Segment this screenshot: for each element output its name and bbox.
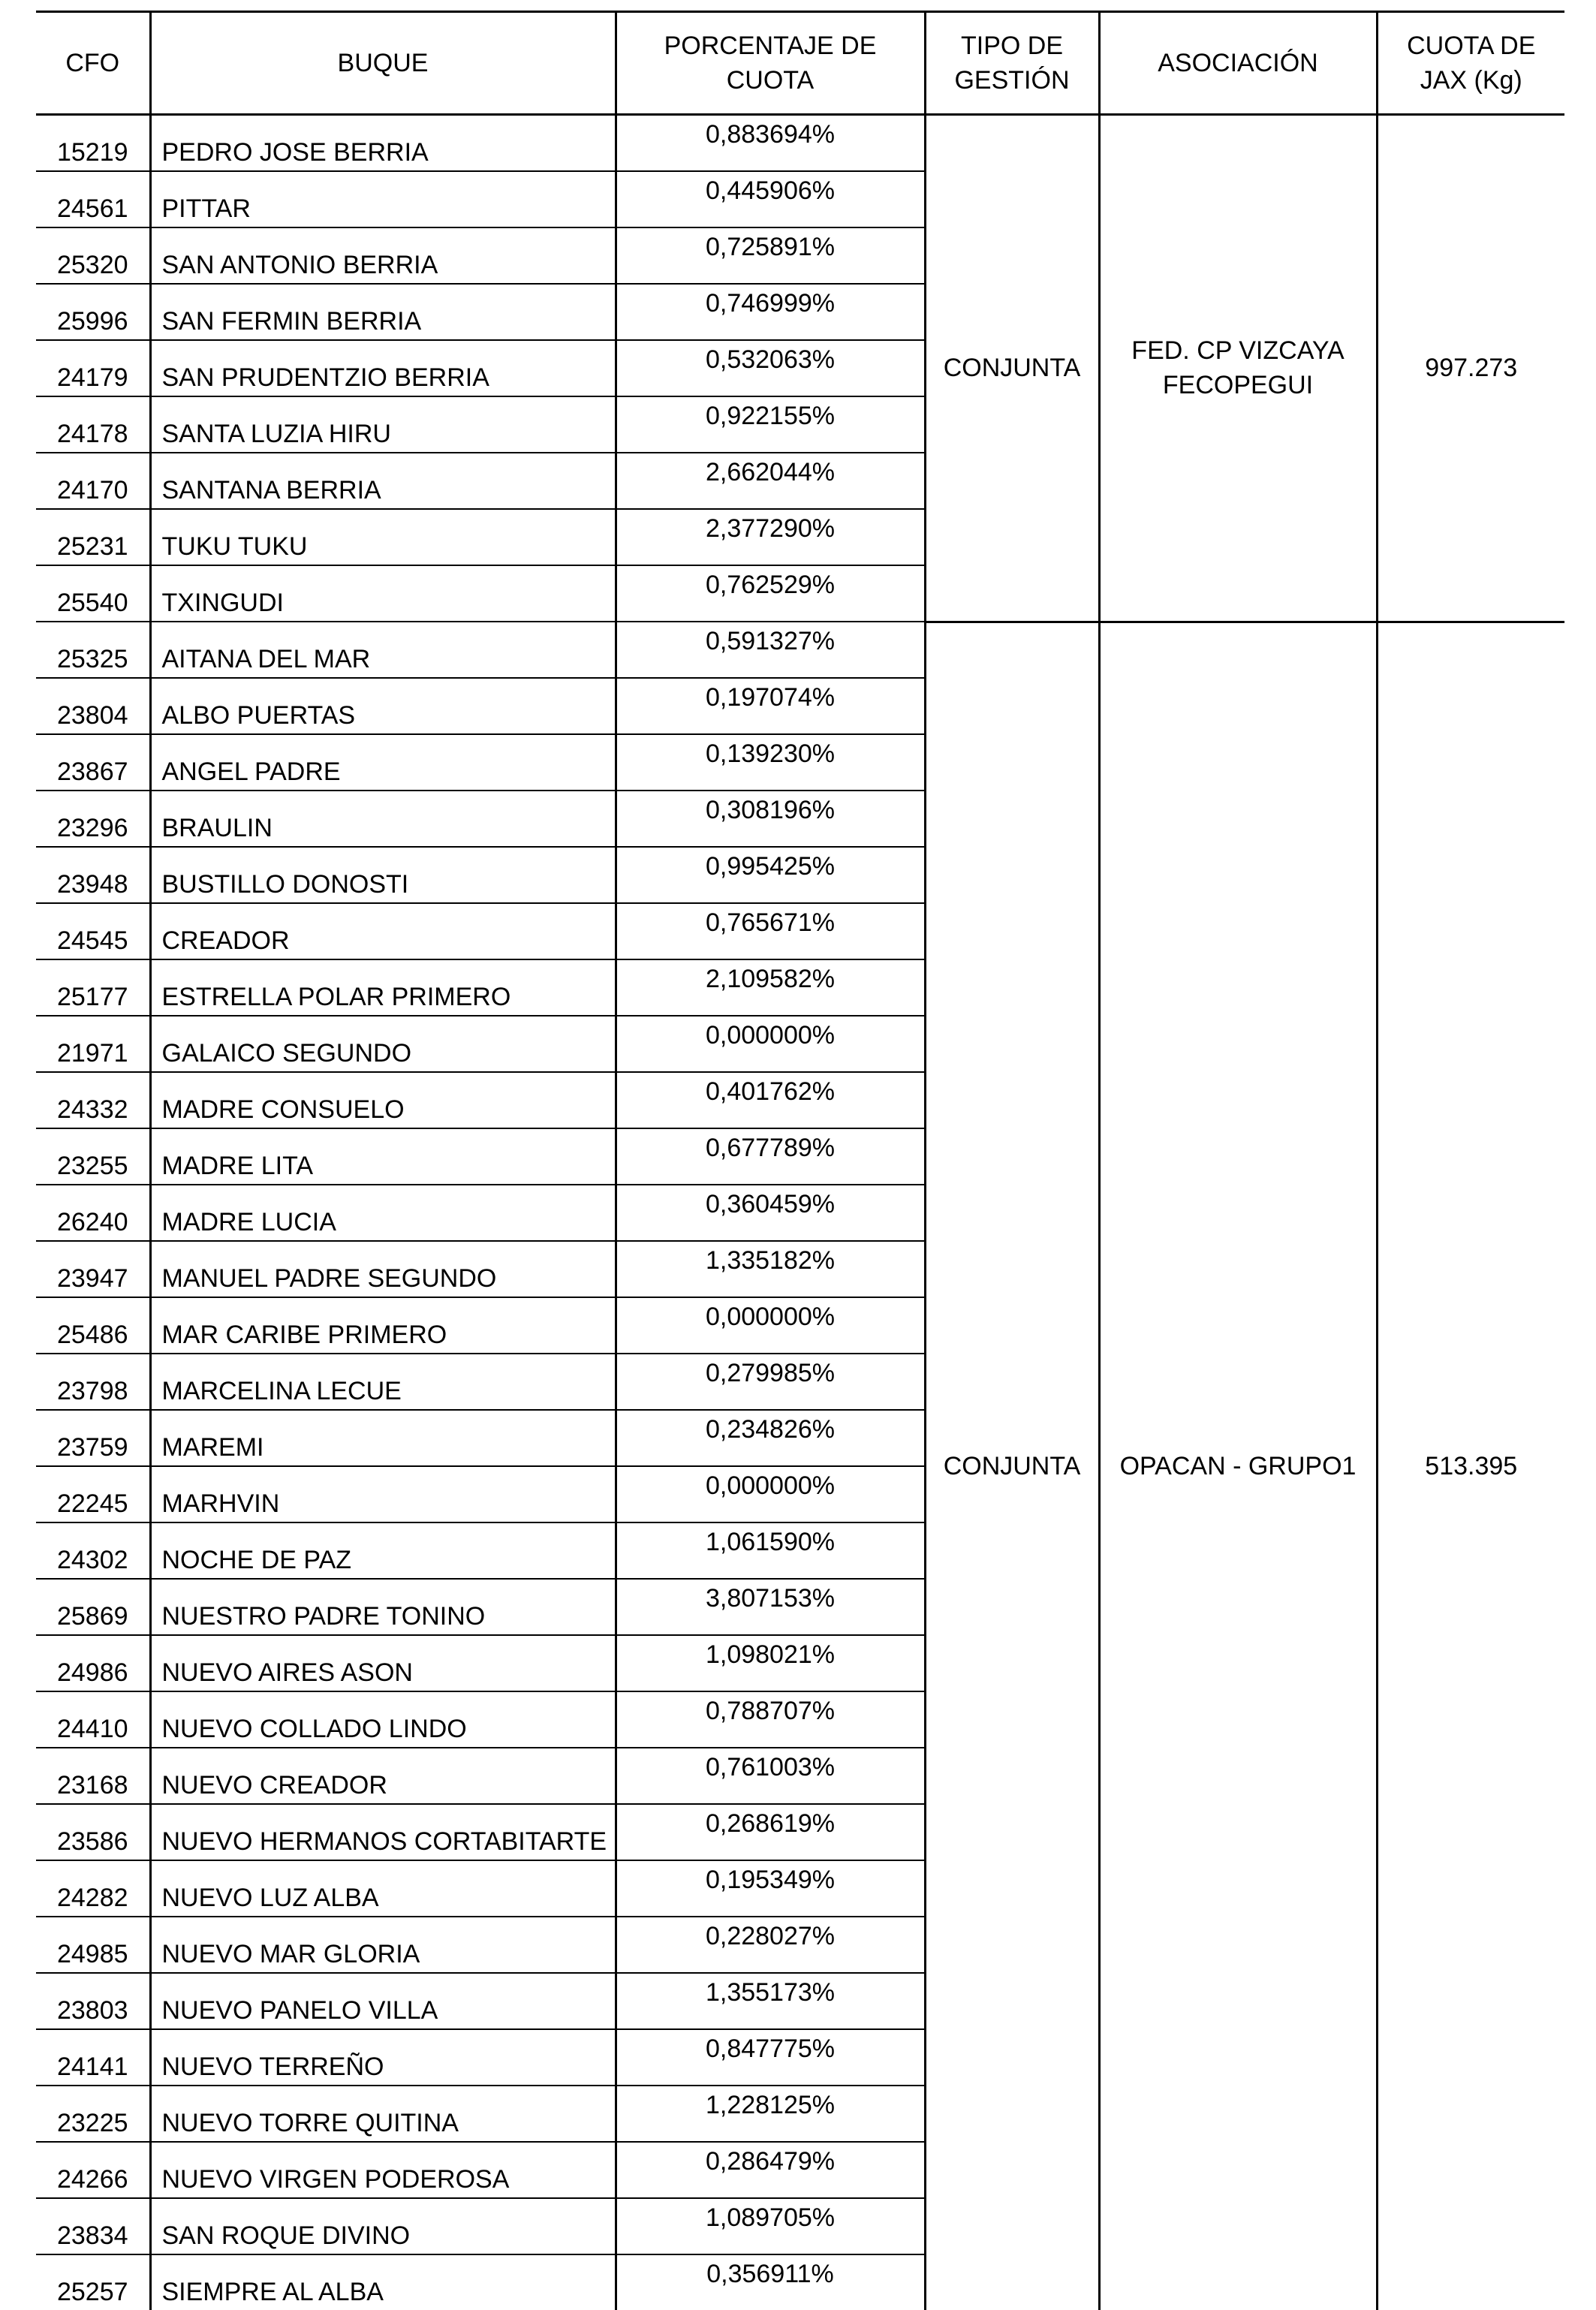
- asociacion-cell: [1099, 622, 1377, 2310]
- porcentaje-cell: 0,197074%: [616, 678, 925, 734]
- buque-cell: ANGEL PADRE: [150, 734, 616, 791]
- buque-cell: TUKU TUKU: [150, 509, 616, 565]
- porcentaje-cell: 0,360459%: [616, 1185, 925, 1241]
- cfo-cell: 23798: [36, 1354, 150, 1410]
- porcentaje-cell: 0,765671%: [616, 903, 925, 959]
- table-row: [36, 115, 1564, 172]
- cfo-cell: 25325: [36, 622, 150, 678]
- cuota-jax-cell: 513.395: [1377, 622, 1564, 2310]
- buque-cell: MAR CARIBE PRIMERO: [150, 1297, 616, 1354]
- porcentaje-cell: 0,228027%: [616, 1917, 925, 1973]
- header-cfo: CFO: [36, 12, 150, 115]
- tipo-gestion-cell: CONJUNTA: [925, 622, 1099, 2310]
- porcentaje-cell: 0,286479%: [616, 2142, 925, 2198]
- cfo-cell: 22245: [36, 1466, 150, 1522]
- header-tipo-gestion: TIPO DE GESTIÓN: [925, 12, 1099, 115]
- porcentaje-cell: 0,746999%: [616, 284, 925, 340]
- buque-cell: SAN PRUDENTZIO BERRIA: [150, 340, 616, 396]
- buque-cell: NUEVO COLLADO LINDO: [150, 1691, 616, 1748]
- cfo-cell: 24282: [36, 1860, 150, 1917]
- buque-cell: AITANA DEL MAR: [150, 622, 616, 678]
- porcentaje-cell: 3,807153%: [616, 1579, 925, 1635]
- buque-cell: SANTA LUZIA HIRU: [150, 396, 616, 453]
- cfo-cell: 25486: [36, 1297, 150, 1354]
- table-body: [36, 115, 1564, 2310]
- buque-cell: BRAULIN: [150, 791, 616, 847]
- cfo-cell: 25231: [36, 509, 150, 565]
- porcentaje-cell: 0,234826%: [616, 1410, 925, 1466]
- cfo-cell: 24561: [36, 171, 150, 227]
- buque-cell: NUEVO LUZ ALBA: [150, 1860, 616, 1917]
- cfo-cell: 25320: [36, 227, 150, 284]
- cfo-cell: 21971: [36, 1016, 150, 1072]
- cfo-cell: 25257: [36, 2254, 150, 2310]
- cfo-cell: 24141: [36, 2029, 150, 2086]
- porcentaje-cell: 2,109582%: [616, 959, 925, 1016]
- asociacion-cell: [1099, 115, 1377, 622]
- buque-cell: MADRE CONSUELO: [150, 1072, 616, 1128]
- porcentaje-cell: 0,725891%: [616, 227, 925, 284]
- porcentaje-cell: 0,139230%: [616, 734, 925, 791]
- cfo-cell: 23255: [36, 1128, 150, 1185]
- porcentaje-cell: 1,228125%: [616, 2086, 925, 2142]
- cfo-cell: 26240: [36, 1185, 150, 1241]
- cfo-cell: 24986: [36, 1635, 150, 1691]
- porcentaje-cell: 1,061590%: [616, 1522, 925, 1579]
- buque-cell: NOCHE DE PAZ: [150, 1522, 616, 1579]
- asociacion-line: FED. CP VIZCAYA: [1131, 336, 1344, 365]
- buque-cell: NUEVO CREADOR: [150, 1748, 616, 1804]
- cfo-cell: 24178: [36, 396, 150, 453]
- buque-cell: NUEVO HERMANOS CORTABITARTE: [150, 1804, 616, 1860]
- cfo-cell: 23225: [36, 2086, 150, 2142]
- buque-cell: CREADOR: [150, 903, 616, 959]
- cfo-cell: 24266: [36, 2142, 150, 2198]
- buque-cell: PITTAR: [150, 171, 616, 227]
- header-porcentaje: PORCENTAJE DE CUOTA: [616, 12, 925, 115]
- buque-cell: NUEVO AIRES ASON: [150, 1635, 616, 1691]
- cfo-cell: 23804: [36, 678, 150, 734]
- cuota-jax-cell: 997.273: [1377, 115, 1564, 622]
- porcentaje-cell: 0,000000%: [616, 1466, 925, 1522]
- cfo-cell: 24179: [36, 340, 150, 396]
- cfo-cell: 24410: [36, 1691, 150, 1748]
- porcentaje-cell: 1,089705%: [616, 2198, 925, 2254]
- buque-cell: MAREMI: [150, 1410, 616, 1466]
- porcentaje-cell: 0,445906%: [616, 171, 925, 227]
- buque-cell: MADRE LUCIA: [150, 1185, 616, 1241]
- porcentaje-cell: 2,377290%: [616, 509, 925, 565]
- buque-cell: MANUEL PADRE SEGUNDO: [150, 1241, 616, 1297]
- porcentaje-cell: 0,268619%: [616, 1804, 925, 1860]
- buque-cell: PEDRO JOSE BERRIA: [150, 115, 616, 172]
- table-row: [36, 622, 1564, 678]
- header-row: [36, 12, 1564, 115]
- porcentaje-cell: 0,922155%: [616, 396, 925, 453]
- buque-cell: SAN FERMIN BERRIA: [150, 284, 616, 340]
- buque-cell: SAN ROQUE DIVINO: [150, 2198, 616, 2254]
- cfo-cell: 23759: [36, 1410, 150, 1466]
- porcentaje-cell: 0,308196%: [616, 791, 925, 847]
- header-asociacion: ASOCIACIÓN: [1099, 12, 1377, 115]
- buque-cell: GALAICO SEGUNDO: [150, 1016, 616, 1072]
- cfo-cell: 23586: [36, 1804, 150, 1860]
- cfo-cell: 23867: [36, 734, 150, 791]
- buque-cell: ESTRELLA POLAR PRIMERO: [150, 959, 616, 1016]
- cfo-cell: 23948: [36, 847, 150, 903]
- buque-cell: NUEVO VIRGEN PODEROSA: [150, 2142, 616, 2198]
- porcentaje-cell: 1,098021%: [616, 1635, 925, 1691]
- cfo-cell: 24170: [36, 453, 150, 509]
- porcentaje-cell: 0,788707%: [616, 1691, 925, 1748]
- buque-cell: SANTANA BERRIA: [150, 453, 616, 509]
- porcentaje-cell: 1,355173%: [616, 1973, 925, 2029]
- tipo-gestion-cell: CONJUNTA: [925, 115, 1099, 622]
- porcentaje-cell: 0,195349%: [616, 1860, 925, 1917]
- asociacion-line: FECOPEGUI: [1163, 371, 1313, 399]
- porcentaje-cell: 0,677789%: [616, 1128, 925, 1185]
- cfo-cell: 23168: [36, 1748, 150, 1804]
- buque-cell: MARHVIN: [150, 1466, 616, 1522]
- porcentaje-cell: 0,000000%: [616, 1016, 925, 1072]
- buque-cell: MARCELINA LECUE: [150, 1354, 616, 1410]
- quota-table: [36, 11, 1564, 2310]
- cfo-cell: 24332: [36, 1072, 150, 1128]
- cfo-cell: 24545: [36, 903, 150, 959]
- porcentaje-cell: 0,279985%: [616, 1354, 925, 1410]
- cfo-cell: 23296: [36, 791, 150, 847]
- cfo-cell: 24985: [36, 1917, 150, 1973]
- porcentaje-cell: 2,662044%: [616, 453, 925, 509]
- asociacion-line: OPACAN - GRUPO1: [1120, 1452, 1357, 1480]
- porcentaje-cell: 0,762529%: [616, 565, 925, 622]
- porcentaje-cell: 0,591327%: [616, 622, 925, 678]
- buque-cell: SAN ANTONIO BERRIA: [150, 227, 616, 284]
- cfo-cell: 25177: [36, 959, 150, 1016]
- porcentaje-cell: 0,000000%: [616, 1297, 925, 1354]
- cfo-cell: 23834: [36, 2198, 150, 2254]
- buque-cell: MADRE LITA: [150, 1128, 616, 1185]
- cfo-cell: 25996: [36, 284, 150, 340]
- cfo-cell: 25869: [36, 1579, 150, 1635]
- cfo-cell: 23947: [36, 1241, 150, 1297]
- porcentaje-cell: 0,883694%: [616, 115, 925, 172]
- porcentaje-cell: 0,847775%: [616, 2029, 925, 2086]
- cfo-cell: 15219: [36, 115, 150, 172]
- porcentaje-cell: 0,356911%: [616, 2254, 925, 2310]
- buque-cell: NUESTRO PADRE TONINO: [150, 1579, 616, 1635]
- buque-cell: TXINGUDI: [150, 565, 616, 622]
- buque-cell: SIEMPRE AL ALBA: [150, 2254, 616, 2310]
- porcentaje-cell: 0,761003%: [616, 1748, 925, 1804]
- porcentaje-cell: 1,335182%: [616, 1241, 925, 1297]
- buque-cell: BUSTILLO DONOSTI: [150, 847, 616, 903]
- buque-cell: NUEVO TORRE QUITINA: [150, 2086, 616, 2142]
- header-cuota-jax: CUOTA DE JAX (Kg): [1377, 12, 1564, 115]
- cfo-cell: 24302: [36, 1522, 150, 1579]
- cfo-cell: 25540: [36, 565, 150, 622]
- porcentaje-cell: 0,532063%: [616, 340, 925, 396]
- buque-cell: ALBO PUERTAS: [150, 678, 616, 734]
- porcentaje-cell: 0,995425%: [616, 847, 925, 903]
- buque-cell: NUEVO MAR GLORIA: [150, 1917, 616, 1973]
- header-buque: BUQUE: [150, 12, 616, 115]
- buque-cell: NUEVO PANELO VILLA: [150, 1973, 616, 2029]
- cfo-cell: 23803: [36, 1973, 150, 2029]
- buque-cell: NUEVO TERREÑO: [150, 2029, 616, 2086]
- porcentaje-cell: 0,401762%: [616, 1072, 925, 1128]
